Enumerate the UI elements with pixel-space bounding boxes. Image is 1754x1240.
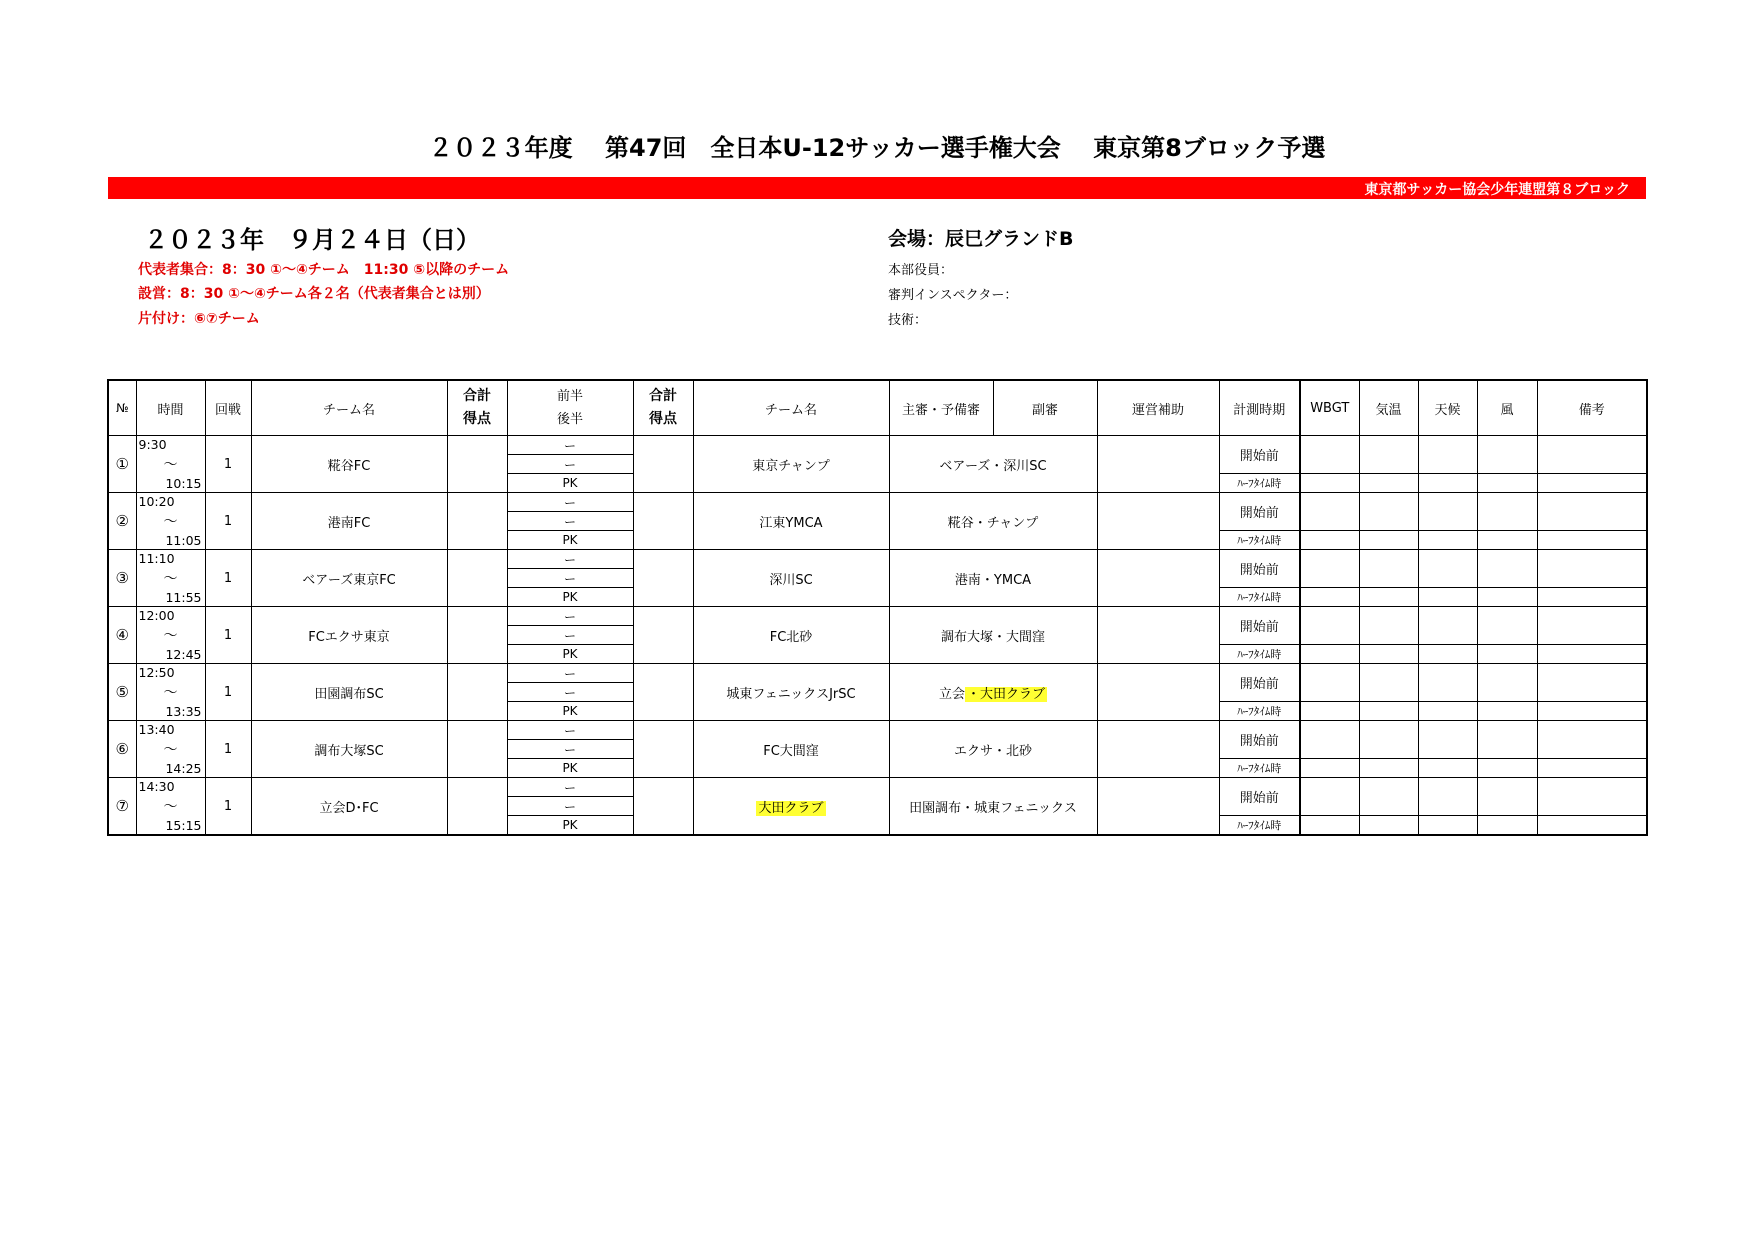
temp-halftime[interactable] xyxy=(1359,759,1418,778)
header-team1: チーム名 xyxy=(251,380,447,436)
team2-total-score[interactable] xyxy=(633,607,693,664)
team2-total-score[interactable] xyxy=(633,550,693,607)
team1: 港南FC xyxy=(251,493,447,550)
team1-total-score[interactable] xyxy=(447,721,507,778)
remarks-halftime[interactable] xyxy=(1537,531,1647,550)
referees: 糀谷・チャンプ xyxy=(889,493,1097,550)
remarks-before[interactable] xyxy=(1537,436,1647,474)
venue: 会場：辰巳グランドB xyxy=(888,228,1074,250)
header-wbgt: WBGT xyxy=(1300,380,1359,436)
timing-before-start: 開始前 xyxy=(1219,436,1300,474)
match-time xyxy=(136,493,205,550)
remarks-before[interactable] xyxy=(1537,664,1647,702)
header-remarks: 備考 xyxy=(1537,380,1647,436)
time-start: 10:20 xyxy=(138,494,175,509)
team1-total-score[interactable] xyxy=(447,550,507,607)
team1: 立会D･FC xyxy=(251,778,447,836)
temp-halftime[interactable] xyxy=(1359,702,1418,721)
wind-before[interactable] xyxy=(1477,493,1537,531)
first-half-score[interactable]: ー xyxy=(507,436,633,455)
wbgt-before[interactable] xyxy=(1300,493,1359,531)
referees: エクサ・北砂 xyxy=(889,721,1097,778)
header-wind: 風 xyxy=(1477,380,1537,436)
time-end: 15:15 xyxy=(165,818,202,833)
match-date: ２０２３年 ９月２４日（日） xyxy=(144,226,480,254)
wbgt-before[interactable] xyxy=(1300,607,1359,645)
remarks-halftime[interactable] xyxy=(1537,759,1647,778)
round: 1 xyxy=(205,436,251,493)
referees: 田園調布・城東フェニックス xyxy=(889,778,1097,836)
first-half-score[interactable]: ー xyxy=(507,664,633,683)
team1-total-score[interactable] xyxy=(447,436,507,493)
match-number: ⑦ xyxy=(108,778,136,836)
timing-halftime: ﾊｰﾌﾀｲﾑ時 xyxy=(1219,531,1300,550)
team1-total-score[interactable] xyxy=(447,664,507,721)
timing-before-start: 開始前 xyxy=(1219,493,1300,531)
table-row xyxy=(108,664,1647,683)
weather-halftime[interactable] xyxy=(1418,816,1477,836)
match-number: ⑥ xyxy=(108,721,136,778)
ops-support[interactable] xyxy=(1097,778,1219,836)
organization-banner xyxy=(108,177,1646,199)
weather-before[interactable] xyxy=(1418,607,1477,645)
team2: 江東YMCA xyxy=(693,493,889,550)
round: 1 xyxy=(205,493,251,550)
team2-total-score[interactable] xyxy=(633,493,693,550)
team2 xyxy=(693,778,889,836)
team2-total-score[interactable] xyxy=(633,721,693,778)
timing-halftime: ﾊｰﾌﾀｲﾑ時 xyxy=(1219,588,1300,607)
match-time xyxy=(136,778,205,836)
staff-headquarters: 本部役員： xyxy=(888,263,954,278)
temp-before[interactable] xyxy=(1359,664,1418,702)
team1: 調布大塚SC xyxy=(251,721,447,778)
timing-before-start: 開始前 xyxy=(1219,721,1300,759)
remarks-before[interactable] xyxy=(1537,550,1647,588)
team1: 田園調布SC xyxy=(251,664,447,721)
team2: 深川SC xyxy=(693,550,889,607)
match-time xyxy=(136,721,205,778)
temp-before[interactable] xyxy=(1359,436,1418,474)
time-separator: ～ xyxy=(163,799,178,815)
temp-halftime[interactable] xyxy=(1359,474,1418,493)
ops-support[interactable] xyxy=(1097,721,1219,778)
header-total2: 合計 得点 xyxy=(633,380,693,436)
wind-halftime[interactable] xyxy=(1477,816,1537,836)
team1: 糀谷FC xyxy=(251,436,447,493)
time-separator: ～ xyxy=(163,628,178,644)
second-half-score[interactable]: ー xyxy=(507,455,633,474)
round: 1 xyxy=(205,778,251,836)
team1: ベアーズ東京FC xyxy=(251,550,447,607)
note-assembly: 代表者集合：8：30 ①～④チーム 11:30 ⑤以降のチーム xyxy=(138,262,510,278)
time-separator: ～ xyxy=(163,742,178,758)
ops-support[interactable] xyxy=(1097,664,1219,721)
time-start: 12:00 xyxy=(138,608,175,623)
wbgt-halftime[interactable] xyxy=(1300,588,1359,607)
ops-support[interactable] xyxy=(1097,607,1219,664)
remarks-before[interactable] xyxy=(1537,721,1647,759)
team2-total-score[interactable] xyxy=(633,778,693,836)
weather-halftime[interactable] xyxy=(1418,759,1477,778)
timing-before-start: 開始前 xyxy=(1219,607,1300,645)
pk-score[interactable]: PK xyxy=(507,474,633,493)
wind-halftime[interactable] xyxy=(1477,531,1537,550)
first-half-score[interactable]: ー xyxy=(507,550,633,569)
second-half-score[interactable]: ー xyxy=(507,797,633,816)
wbgt-halftime[interactable] xyxy=(1300,759,1359,778)
timing-halftime: ﾊｰﾌﾀｲﾑ時 xyxy=(1219,759,1300,778)
wind-before[interactable] xyxy=(1477,607,1537,645)
weather-halftime[interactable] xyxy=(1418,474,1477,493)
header-assistant: 副審 xyxy=(993,380,1097,436)
temp-before[interactable] xyxy=(1359,778,1418,816)
remarks-halftime[interactable] xyxy=(1537,588,1647,607)
wind-halftime[interactable] xyxy=(1477,759,1537,778)
wbgt-before[interactable] xyxy=(1300,436,1359,474)
note-setup: 設営：8：30 ①～④チーム各２名（代表者集合とは別） xyxy=(138,286,490,302)
wind-halftime[interactable] xyxy=(1477,474,1537,493)
ops-support[interactable] xyxy=(1097,493,1219,550)
match-time xyxy=(136,436,205,493)
time-start: 9:30 xyxy=(138,437,167,452)
timing-before-start: 開始前 xyxy=(1219,664,1300,702)
referees-highlight: ・大田クラブ xyxy=(967,686,1046,702)
wind-halftime[interactable] xyxy=(1477,702,1537,721)
wind-before[interactable] xyxy=(1477,550,1537,588)
timing-before-start: 開始前 xyxy=(1219,778,1300,816)
ops-support[interactable] xyxy=(1097,550,1219,607)
match-number: ⑤ xyxy=(108,664,136,721)
table-row xyxy=(108,721,1647,740)
time-start: 13:40 xyxy=(138,722,175,737)
weather-before[interactable] xyxy=(1418,778,1477,816)
first-half-score[interactable]: ー xyxy=(507,493,633,512)
round: 1 xyxy=(205,607,251,664)
ops-support[interactable] xyxy=(1097,436,1219,493)
remarks-halftime[interactable] xyxy=(1537,816,1647,836)
match-time xyxy=(136,664,205,721)
team1-total-score[interactable] xyxy=(447,493,507,550)
team2: FC大間窪 xyxy=(693,721,889,778)
first-half-score[interactable]: ー xyxy=(507,721,633,740)
wbgt-halftime[interactable] xyxy=(1300,474,1359,493)
round: 1 xyxy=(205,550,251,607)
temp-halftime[interactable] xyxy=(1359,645,1418,664)
first-half-score[interactable]: ー xyxy=(507,778,633,797)
weather-before[interactable] xyxy=(1418,493,1477,531)
header-weather: 天候 xyxy=(1418,380,1477,436)
referees: 立会 ・大田クラブ xyxy=(889,664,1097,721)
wbgt-before[interactable] xyxy=(1300,550,1359,588)
time-separator: ～ xyxy=(163,571,178,587)
wind-halftime[interactable] xyxy=(1477,645,1537,664)
temp-halftime[interactable] xyxy=(1359,588,1418,607)
wind-before[interactable] xyxy=(1477,778,1537,816)
time-end: 14:25 xyxy=(165,761,202,776)
remarks-before[interactable] xyxy=(1537,607,1647,645)
referees: 調布大塚・大間窪 xyxy=(889,607,1097,664)
timing-halftime: ﾊｰﾌﾀｲﾑ時 xyxy=(1219,474,1300,493)
header-timing: 計測時期 xyxy=(1219,380,1300,436)
wbgt-before[interactable] xyxy=(1300,664,1359,702)
header-round: 回戦 xyxy=(205,380,251,436)
first-half-score[interactable]: ー xyxy=(507,607,633,626)
wbgt-halftime[interactable] xyxy=(1300,702,1359,721)
pk-score[interactable]: PK xyxy=(507,588,633,607)
wind-before[interactable] xyxy=(1477,721,1537,759)
temp-halftime[interactable] xyxy=(1359,816,1418,836)
round: 1 xyxy=(205,721,251,778)
remarks-halftime[interactable] xyxy=(1537,474,1647,493)
weather-halftime[interactable] xyxy=(1418,702,1477,721)
time-separator: ～ xyxy=(163,514,178,530)
wbgt-halftime[interactable] xyxy=(1300,531,1359,550)
time-separator: ～ xyxy=(163,457,178,473)
wind-before[interactable] xyxy=(1477,664,1537,702)
timing-halftime: ﾊｰﾌﾀｲﾑ時 xyxy=(1219,702,1300,721)
match-number: ③ xyxy=(108,550,136,607)
timing-before-start: 開始前 xyxy=(1219,550,1300,588)
header-team2: チーム名 xyxy=(693,380,889,436)
team1-total-score[interactable] xyxy=(447,778,507,836)
wbgt-halftime[interactable] xyxy=(1300,816,1359,836)
wind-before[interactable] xyxy=(1477,436,1537,474)
team2-highlight: 大田クラブ xyxy=(758,800,824,816)
staff-referee-inspector: 審判インスペクター： xyxy=(888,288,1018,303)
pk-score[interactable]: PK xyxy=(507,645,633,664)
weather-before[interactable] xyxy=(1418,664,1477,702)
wbgt-halftime[interactable] xyxy=(1300,645,1359,664)
match-schedule-table xyxy=(107,379,1648,836)
weather-halftime[interactable] xyxy=(1418,645,1477,664)
referees: 港南・YMCA xyxy=(889,550,1097,607)
weather-halftime[interactable] xyxy=(1418,588,1477,607)
team1: FCエクサ東京 xyxy=(251,607,447,664)
table-row xyxy=(108,493,1647,512)
timing-halftime: ﾊｰﾌﾀｲﾑ時 xyxy=(1219,645,1300,664)
second-half-score[interactable]: ー xyxy=(507,569,633,588)
organization-name: 東京都サッカー協会少年連盟第８ブロック xyxy=(1364,182,1630,198)
team2: FC北砂 xyxy=(693,607,889,664)
header-time: 時間 xyxy=(136,380,205,436)
second-half-score[interactable]: ー xyxy=(507,626,633,645)
second-half-score[interactable]: ー xyxy=(507,512,633,531)
match-time xyxy=(136,607,205,664)
document-title: ２０２３年度 第47回 全日本U-12サッカー選手権大会 東京第8ブロック予選 xyxy=(428,134,1326,162)
time-start: 12:50 xyxy=(138,665,175,680)
time-end: 12:45 xyxy=(165,647,202,662)
team2: 城東フェニックスJrSC xyxy=(693,664,889,721)
second-half-score[interactable]: ー xyxy=(507,683,633,702)
time-end: 11:05 xyxy=(165,533,202,548)
header-temp: 気温 xyxy=(1359,380,1418,436)
pk-score[interactable]: PK xyxy=(507,816,633,836)
temp-before[interactable] xyxy=(1359,721,1418,759)
table-row xyxy=(108,607,1647,626)
match-number: ② xyxy=(108,493,136,550)
pk-score[interactable]: PK xyxy=(507,702,633,721)
team2: 東京チャンプ xyxy=(693,436,889,493)
table-row xyxy=(108,436,1647,455)
temp-halftime[interactable] xyxy=(1359,531,1418,550)
wind-halftime[interactable] xyxy=(1477,588,1537,607)
table-row xyxy=(108,550,1647,569)
pk-score[interactable]: PK xyxy=(507,531,633,550)
remarks-halftime[interactable] xyxy=(1537,702,1647,721)
pk-score[interactable]: PK xyxy=(507,759,633,778)
time-end: 13:35 xyxy=(165,704,202,719)
time-start: 14:30 xyxy=(138,779,175,794)
remarks-before[interactable] xyxy=(1537,493,1647,531)
header-referee: 主審・予備審 xyxy=(889,380,993,436)
team1-total-score[interactable] xyxy=(447,607,507,664)
timing-halftime: ﾊｰﾌﾀｲﾑ時 xyxy=(1219,816,1300,836)
temp-before[interactable] xyxy=(1359,493,1418,531)
header-row xyxy=(108,380,1647,436)
referees: ベアーズ・深川SC xyxy=(889,436,1097,493)
header-ops: 運営補助 xyxy=(1097,380,1219,436)
weather-halftime[interactable] xyxy=(1418,531,1477,550)
weather-before[interactable] xyxy=(1418,436,1477,474)
weather-before[interactable] xyxy=(1418,721,1477,759)
wbgt-before[interactable] xyxy=(1300,721,1359,759)
time-separator: ～ xyxy=(163,685,178,701)
time-start: 11:10 xyxy=(138,551,175,566)
team2-total-score[interactable] xyxy=(633,664,693,721)
match-number: ④ xyxy=(108,607,136,664)
table-row xyxy=(108,778,1647,797)
match-number: ① xyxy=(108,436,136,493)
weather-before[interactable] xyxy=(1418,550,1477,588)
note-cleanup: 片付け：⑥⑦チーム xyxy=(138,311,260,327)
temp-before[interactable] xyxy=(1359,550,1418,588)
header-no: № xyxy=(108,380,136,436)
team2-total-score[interactable] xyxy=(633,436,693,493)
staff-technical: 技術： xyxy=(888,313,928,328)
remarks-before[interactable] xyxy=(1537,778,1647,816)
schedule-body xyxy=(108,436,1647,836)
match-time xyxy=(136,550,205,607)
temp-before[interactable] xyxy=(1359,607,1418,645)
second-half-score[interactable]: ー xyxy=(507,740,633,759)
header-total1: 合計 得点 xyxy=(447,380,507,436)
round: 1 xyxy=(205,664,251,721)
wbgt-before[interactable] xyxy=(1300,778,1359,816)
time-end: 11:55 xyxy=(165,590,202,605)
header-halves: 前半 後半 xyxy=(507,380,633,436)
time-end: 10:15 xyxy=(165,476,202,491)
remarks-halftime[interactable] xyxy=(1537,645,1647,664)
